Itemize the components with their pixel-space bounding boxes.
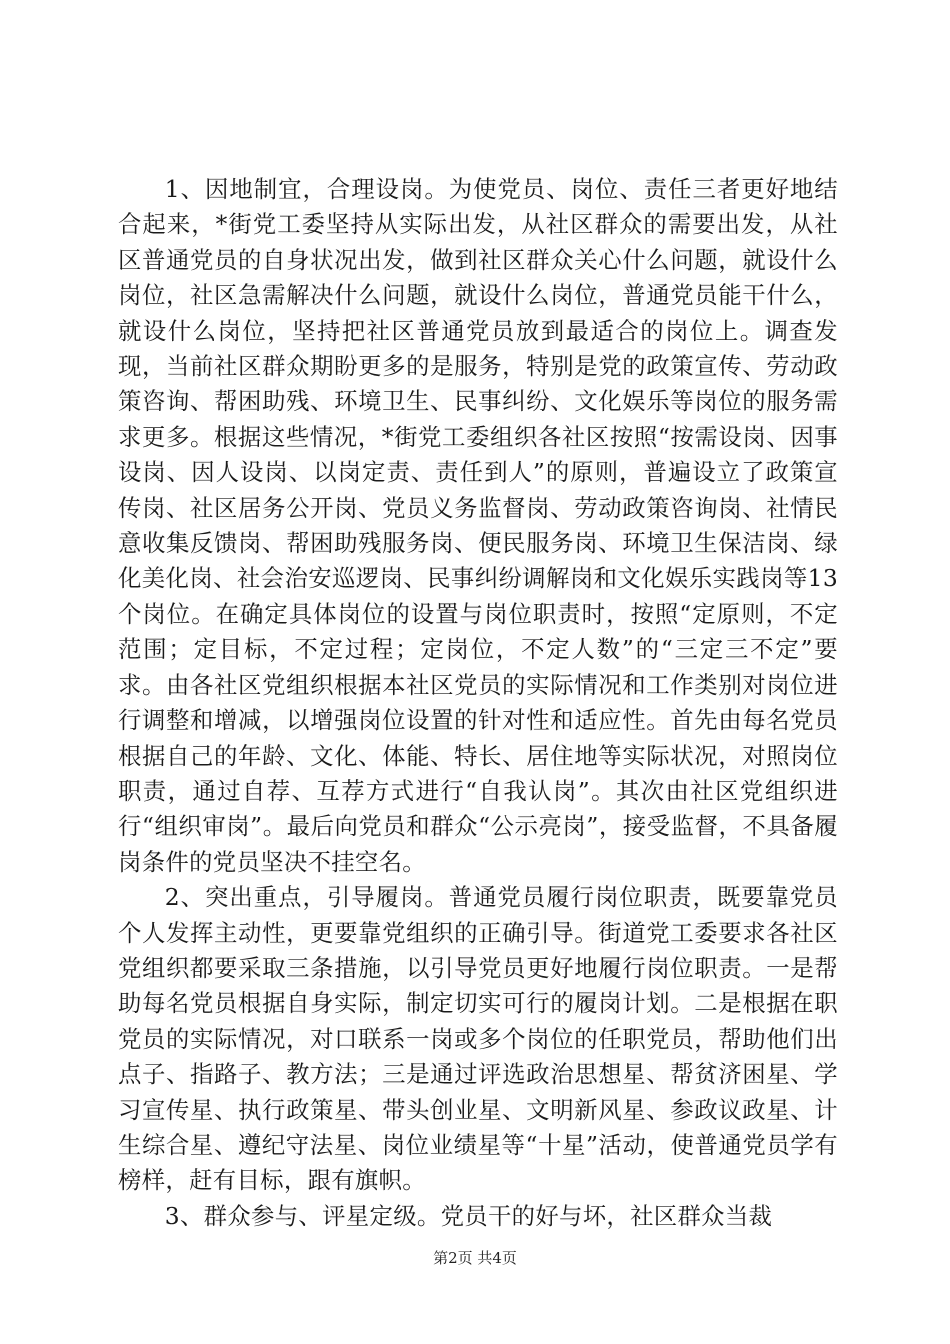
paragraph-3: 3、群众参与、评星定级。党员干的好与坏，社区群众当裁	[164, 1201, 773, 1230]
page-number-footer: 第2页 共4页	[433, 1249, 517, 1267]
paragraph-1: 1、因地制宜，合理设岗。为使党员、岗位、责任三者更好地结合起来，*街党工委坚持从实际出发，从社区群众的需要出发，从社区普通党员的自身状况出发，做到社区群众关心什么问题，就设什么岗位，社区急需解决什么问题，就设什么岗位，普通党员能干什么，就设什么岗位，坚持把社区普通党员放到最适合的岗位上。调查发现，当前社区群众期盼更多的是服务，特别是党的政策宣传、劳动政策咨询、帮困助残、环境卫生、民事纠纷、文化娱乐等岗位的服务需求更多。根据这些情况，*街党工委组织各社区按照“按需设岗、因事设岗、因人设岗、以岗定责、责任到人”的原则，普遍设立了政策宣传岗、社区居务公开岗、党员义务监督岗、劳动政策咨询岗、社情民意收集反馈岗、帮困助残服务岗、便民服务岗、环境卫生保洁岗、绿化美化岗、社会治安巡逻岗、民事纠纷调解岗和文化娱乐实践岗等13个岗位。在确定具体岗位的设置与岗位职责时，按照“定原则，不定范围；定目标，不定过程；定岗位，不定人数”的“三定三不定”要求。由各社区党组织根据本社区党员的实际情况和工作类别对岗位进行调整和增减，以增强岗位设置的针对性和适应性。首先由每名党员根据自己的年龄、文化、体能、特长、居住地等实际状况，对照岗位职责，通过自荐、互荐方式进行“自我认岗”。其次由社区党组织进行“组织审岗”。最后向党员和群众“公示亮岗”，接受监督，不具备履岗条件的党员坚决不挂空名。	[118, 175, 838, 876]
paragraph-2: 2、突出重点，引导履岗。普通党员履行岗位职责，既要靠党员个人发挥主动性，更要靠党组织的正确引导。街道党工委要求各社区党组织都要采取三条措施，以引导党员更好地履行岗位职责。一是帮助每名党员根据自身实际，制定切实可行的履岗计划。二是根据在职党员的实际情况，对口联系一岗或多个岗位的任职党员，帮助他们出点子、指路子、教方法；三是通过评选政治思想星、帮贫济困星、学习宣传星、执行政策星、带头创业星、文明新风星、参政议政星、计生综合星、遵纪守法星、岗位业绩星等“十星”活动，使普通党员学有榜样，赶有目标，跟有旗帜。	[118, 883, 838, 1195]
document-body	[118, 172, 838, 1234]
